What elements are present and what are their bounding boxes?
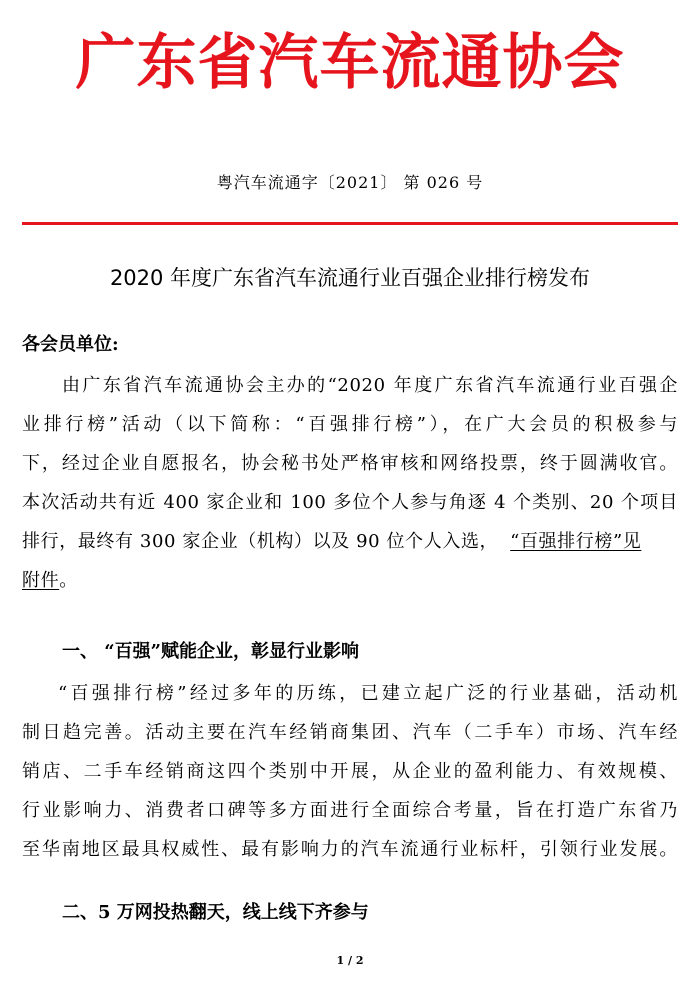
section-1-paragraph [22,679,678,874]
section-1-line-1: “百强排行榜”经过多年的历练，已建立起广泛的行业基础，活动机 [58,683,678,704]
intro-line-5 [22,527,678,566]
document-title: 2020 年度广东省汽车流通行业百强企业排行榜发布 [109,266,591,290]
red-divider-line [22,222,678,225]
document-number: 粤汽车流通字〔2021〕 第 026 号 [216,173,484,192]
attachment-link-part1[interactable]: “百强排行榜”见 [510,531,642,552]
section-1-line-2: 制日趋完善。活动主要在汽车经销商集团、汽车（二手车）市场、汽车经 [22,722,678,743]
intro-paragraph [22,371,678,605]
intro-end-mark: 。 [59,570,78,591]
intro-line-5-text: 排行，最终有 300 家企业（机构）以及 90 位个人入选， [22,531,499,552]
intro-line-3: 下，经过企业自愿报名，协会秘书处严格审核和网络投票，终于圆满收官。 [22,453,678,474]
intro-line-2: 业排行榜”活动（以下简称：“百强排行榜”），在广大会员的积极参与 [22,414,678,435]
salutation: 各会员单位: [22,334,119,355]
section-1-line-3: 销店、二手车经销商这四个类别中开展，从企业的盈利能力、有效规模、 [22,761,678,782]
section-1-line-5: 至华南地区最具权威性、最有影响力的汽车流通行业标杆，引领行业发展。 [22,839,678,860]
intro-line-1: 由广东省汽车流通协会主办的“2020 年度广东省汽车流通行业百强企 [62,375,678,396]
section-1-line-4: 行业影响力、消费者口碑等多方面进行全面综合考量，旨在打造广东省乃 [22,800,678,821]
section-2-heading: 二、5 万网投热翻天，线上线下齐参与 [62,902,369,923]
letterhead-org-name: 广东省汽车流通协会 [75,28,625,98]
intro-line-6 [22,566,678,605]
page-indicator: 1 / 2 [336,954,364,967]
section-1-heading: 一、 “百强”赋能企业，彰显行业影响 [62,641,359,662]
intro-line-4: 本次活动共有近 400 家企业和 100 多位个人参与角逐 4 个类别、20 个项目 [22,492,678,513]
attachment-link-part2[interactable]: 附件 [22,570,60,591]
